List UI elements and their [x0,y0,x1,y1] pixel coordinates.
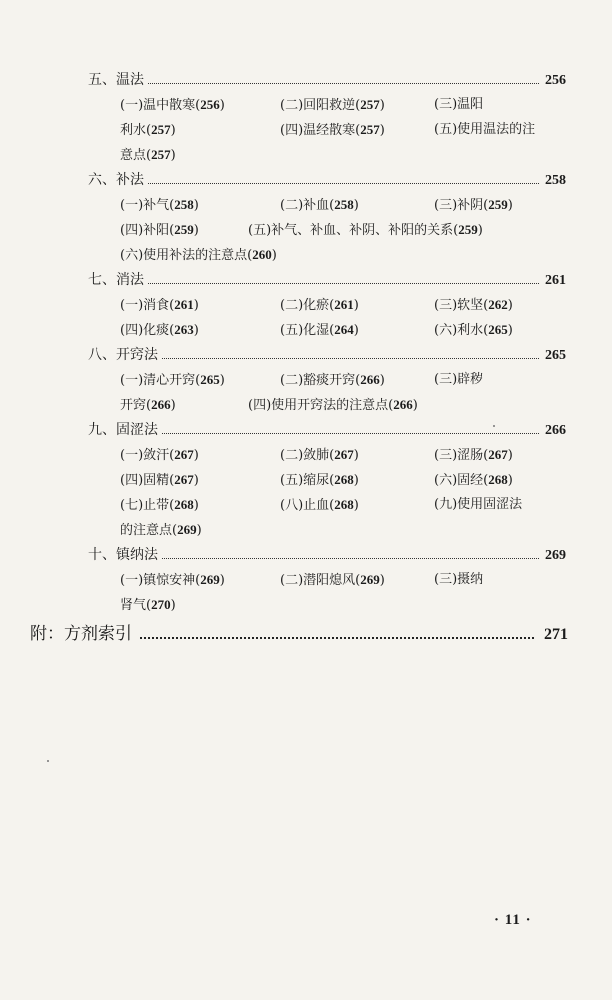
subsection-page-number: 259 [458,222,478,237]
subsection-label: (四)固精( [120,473,175,488]
subsection-label: (二)补血( [280,198,335,213]
subsection-item[interactable] [280,120,385,141]
section-page-number: 266 [545,423,566,438]
leader-dots [162,357,539,359]
subsection-label: 意点( [120,148,152,163]
subsection-line [120,570,566,590]
subsection-label: (二)化瘀( [280,298,335,313]
closing-paren: ) [353,498,359,513]
subsection-item[interactable] [120,570,225,591]
subsection-line [120,245,566,265]
subsection-item[interactable] [120,120,176,141]
subsection-item[interactable] [280,570,385,591]
subsection-item[interactable] [434,95,483,115]
subsection-label: (五)化湿( [280,323,335,338]
subsection-page-number: 257 [151,122,171,137]
subsection-label: (四)补阳( [120,223,175,238]
section-entry[interactable] [88,420,566,440]
subsection-page-number: 257 [360,97,380,112]
subsection-page-number: 262 [488,297,508,312]
leader-dots [162,432,539,434]
subsection-item[interactable] [120,470,199,491]
subsection-label: (三)涩肠( [434,448,489,463]
subsection-label: (一)补气( [120,198,175,213]
subsection-item[interactable] [434,120,535,140]
appendix-entry[interactable] [30,621,568,647]
closing-paren: ) [507,448,513,463]
closing-paren: ) [170,598,176,613]
subsection-label: (三)软坚( [434,298,489,313]
section-entry[interactable] [88,70,566,90]
subsection-page-number: 259 [488,197,508,212]
subsection-line [120,445,566,465]
subsection-item[interactable] [120,95,225,116]
closing-paren: ) [196,523,202,538]
subsection-item[interactable] [280,370,385,391]
closing-paren: ) [193,323,199,338]
subsection-label: (五)缩尿( [280,473,335,488]
subsection-page-number: 258 [174,197,194,212]
subsection-label: (三)补阴( [434,198,489,213]
section-title: 六、补法 [88,172,144,188]
subsection-label: (三)辟秽 [434,372,484,387]
closing-paren: ) [193,223,199,238]
subsection-item[interactable] [280,295,359,316]
subsection-line [120,470,566,490]
closing-paren: ) [271,248,277,263]
subsection-page-number: 269 [360,572,380,587]
subsection-label: (三)温阳 [434,97,484,112]
closing-paren: ) [193,198,199,213]
subsection-label: 的注意点( [120,523,178,538]
print-speck [47,760,49,762]
closing-paren: ) [507,198,513,213]
page-number: · 11 · [494,912,532,928]
subsection-page-number: 267 [488,447,508,462]
subsection-item[interactable] [120,320,199,341]
subsection-label: (一)敛汗( [120,448,175,463]
subsection-page-number: 268 [488,472,508,487]
subsection-item[interactable] [434,195,513,216]
closing-paren: ) [353,198,359,213]
subsection-item[interactable] [120,195,199,216]
closing-paren: ) [193,498,199,513]
leader-dots [148,82,539,84]
closing-paren: ) [353,298,359,313]
subsection-item[interactable] [434,295,513,316]
closing-paren: ) [412,398,418,413]
subsection-page-number: 267 [174,472,194,487]
closing-paren: ) [193,473,199,488]
subsection-item[interactable] [120,245,277,266]
section-title: 八、开窍法 [88,347,158,363]
closing-paren: ) [353,448,359,463]
closing-paren: ) [193,298,199,313]
subsection-item[interactable] [280,445,359,466]
subsection-item[interactable] [248,395,418,416]
closing-paren: ) [219,573,225,588]
closing-paren: ) [379,123,385,138]
closing-paren: ) [507,473,513,488]
subsection-line [120,395,566,415]
subsection-label: (四)化痰( [120,323,175,338]
subsection-item[interactable] [120,395,176,416]
subsection-page-number: 266 [151,397,171,412]
closing-paren: ) [170,148,176,163]
subsection-label: 利水( [120,123,152,138]
subsection-page-number: 265 [488,322,508,337]
subsection-page-number: 259 [174,222,194,237]
section-entry[interactable] [88,345,566,365]
leader-dots [148,282,539,284]
subsection-item[interactable] [120,295,199,316]
subsection-line [120,295,566,315]
closing-paren: ) [170,123,176,138]
subsection-page-number: 260 [252,247,272,262]
subsection-page-number: 269 [200,572,220,587]
subsection-item[interactable] [120,220,199,241]
closing-paren: ) [353,473,359,488]
subsection-label: (四)温经散寒( [280,123,361,138]
section-title: 十、镇纳法 [88,547,158,563]
subsection-line [120,320,566,340]
subsection-page-number: 257 [360,122,380,137]
closing-paren: ) [170,398,176,413]
subsection-item[interactable] [280,195,359,216]
subsection-line [120,120,566,140]
closing-paren: ) [507,323,513,338]
subsection-label: (六)固经( [434,473,489,488]
section-page-number: 265 [545,348,566,363]
subsection-page-number: 270 [151,597,171,612]
subsection-item[interactable] [434,495,522,515]
subsection-line [120,370,566,390]
subsection-label: (二)敛肺( [280,448,335,463]
closing-paren: ) [193,448,199,463]
subsection-label: (一)清心开窍( [120,373,201,388]
section-page-number: 269 [545,548,566,563]
subsection-page-number: 268 [334,472,354,487]
subsection-label: (二)回阳救逆( [280,98,361,113]
subsection-page-number: 257 [151,147,171,162]
subsection-item[interactable] [434,320,513,341]
subsection-page-number: 269 [177,522,197,537]
subsection-item[interactable] [120,445,199,466]
section-page-number: 258 [545,173,566,188]
appendix-title: 附：方剂索引 [30,624,132,644]
subsection-page-number: 268 [174,497,194,512]
subsection-label: (一)温中散寒( [120,98,201,113]
subsection-label: (六)利水( [434,323,489,338]
closing-paren: ) [219,98,225,113]
section-title: 七、消法 [88,272,144,288]
subsection-line [120,495,566,515]
subsection-item[interactable] [280,320,359,341]
section-entry[interactable] [88,270,566,290]
subsection-item[interactable] [248,220,483,241]
subsection-item[interactable] [434,470,513,491]
subsection-page-number: 256 [200,97,220,112]
subsection-page-number: 267 [174,447,194,462]
subsection-item[interactable] [120,595,176,616]
subsection-label: (一)镇惊安神( [120,573,201,588]
subsection-line [120,595,566,615]
leader-dots [140,637,534,639]
leader-dots [148,182,539,184]
closing-paren: ) [477,223,483,238]
subsection-line [120,145,566,165]
closing-paren: ) [379,373,385,388]
section-title: 五、温法 [88,72,144,88]
subsection-page-number: 258 [334,197,354,212]
subsection-item[interactable] [434,370,483,390]
subsection-label: 肾气( [120,598,152,613]
subsection-item[interactable] [280,495,359,516]
subsection-page-number: 261 [174,297,194,312]
subsection-item[interactable] [434,570,483,590]
subsection-label: 开窍( [120,398,152,413]
subsection-page-number: 261 [334,297,354,312]
subsection-label: (六)使用补法的注意点( [120,248,253,263]
subsection-page-number: 266 [393,397,413,412]
subsection-label: (二)豁痰开窍( [280,373,361,388]
subsection-label: (七)止带( [120,498,175,513]
subsection-line [120,95,566,115]
closing-paren: ) [379,98,385,113]
subsection-label: (二)潜阳熄风( [280,573,361,588]
subsection-label: (五)补气、补血、补阴、补阳的关系( [248,223,459,238]
subsection-line [120,220,566,240]
section-entry[interactable] [88,170,566,190]
section-page-number: 256 [545,73,566,88]
subsection-page-number: 264 [334,322,354,337]
leader-dots [162,557,539,559]
subsection-item[interactable] [434,445,513,466]
subsection-page-number: 265 [200,372,220,387]
subsection-label: (九)使用固涩法 [434,497,523,512]
subsection-page-number: 267 [334,447,354,462]
closing-paren: ) [219,373,225,388]
subsection-page-number: 266 [360,372,380,387]
section-title: 九、固涩法 [88,422,158,438]
print-speck [493,425,495,427]
subsection-line [120,520,566,540]
subsection-item[interactable] [120,145,176,166]
subsection-label: (三)摄纳 [434,572,484,587]
appendix-page: 271 [544,626,568,643]
subsection-item[interactable] [120,370,225,391]
subsection-item[interactable] [120,520,202,541]
closing-paren: ) [379,573,385,588]
subsection-label: (八)止血( [280,498,335,513]
subsection-label: (一)消食( [120,298,175,313]
section-page-number: 261 [545,273,566,288]
closing-paren: ) [507,298,513,313]
subsection-item[interactable] [120,495,199,516]
subsection-item[interactable] [280,470,359,491]
subsection-page-number: 268 [334,497,354,512]
subsection-label: (五)使用温法的注 [434,122,536,137]
subsection-item[interactable] [280,95,385,116]
subsection-page-number: 263 [174,322,194,337]
closing-paren: ) [353,323,359,338]
section-entry[interactable] [88,545,566,565]
subsection-line [120,195,566,215]
subsection-label: (四)使用开窍法的注意点( [248,398,394,413]
